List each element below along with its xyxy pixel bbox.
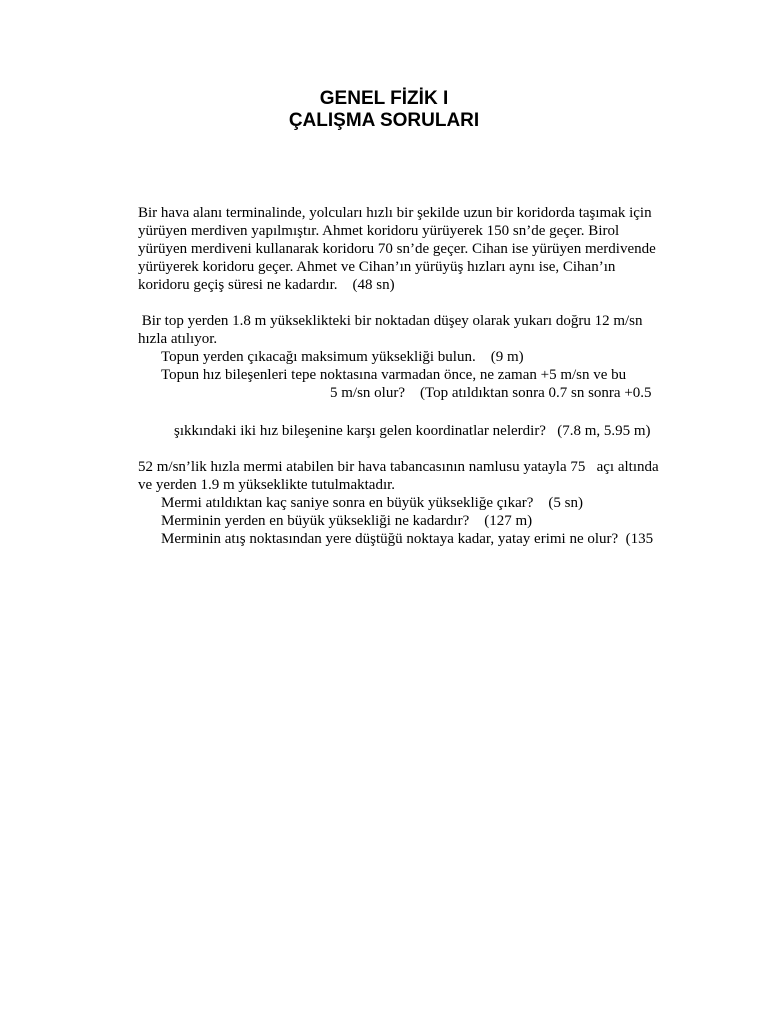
problem3-question-3: Merminin atış noktasından yere düştüğü noktaya kadar, yatay erimi ne olur? (135 — [161, 531, 654, 547]
problem2-question-2-line2: 5 m/sn olur? (Top atıldıktan sonra 0.7 sn sonra +0.5 — [330, 385, 652, 401]
problem1-line: yürüyerek koridoru geçer. Ahmet ve Cihan’ın yürüyüş hızları aynı ise, Cihan’ın — [138, 259, 616, 275]
problem1-line: yürüyen merdiveni kullanarak koridoru 70 sn’de geçer. Cihan ise yürüyen merdivende — [138, 241, 656, 257]
problem1-line: koridoru geçiş süresi ne kadardır. (48 sn) — [138, 277, 395, 293]
problem1-line: yürüyen merdiven yapılmıştır. Ahmet koridoru yürüyerek 150 sn’de geçer. Birol — [138, 223, 620, 239]
problem2-question-1: Topun yerden çıkacağı maksimum yüksekliği bulun. (9 m) — [161, 349, 524, 365]
problem3-intro-line: 52 m/sn’lik hızla mermi atabilen bir hava tabancasının namlusu yatayla 75 açı altında — [138, 459, 659, 475]
problem3-intro-line: ve yerden 1.9 m yükseklikte tutulmaktadır. — [138, 477, 396, 493]
problem2-question-3: şıkkındaki iki hız bileşenine karşı gelen koordinatlar nelerdir? (7.8 m, 5.95 m) — [174, 423, 651, 439]
problem3-question-2: Merminin yerden en büyük yüksekliği ne kadardır? (127 m) — [161, 513, 533, 529]
problem2-intro-line: hızla atılıyor. — [138, 331, 218, 347]
problem1-line: Bir hava alanı terminalinde, yolcuları hızlı bir şekilde uzun bir koridorda taşımak için — [138, 205, 652, 221]
problem2-intro-line: Bir top yerden 1.8 m yükseklikteki bir noktadan düşey olarak yukarı doğru 12 m/sn — [138, 313, 643, 329]
document-title: GENEL FİZİK I — [319, 88, 449, 109]
problem3-question-1: Mermi atıldıktan kaç saniye sonra en büyük yüksekliğe çıkar? (5 sn) — [161, 495, 583, 511]
document-subtitle: ÇALIŞMA SORULARI — [288, 110, 480, 131]
problem2-question-2-line1: Topun hız bileşenleri tepe noktasına varmadan önce, ne zaman +5 m/sn ve bu — [161, 367, 627, 383]
